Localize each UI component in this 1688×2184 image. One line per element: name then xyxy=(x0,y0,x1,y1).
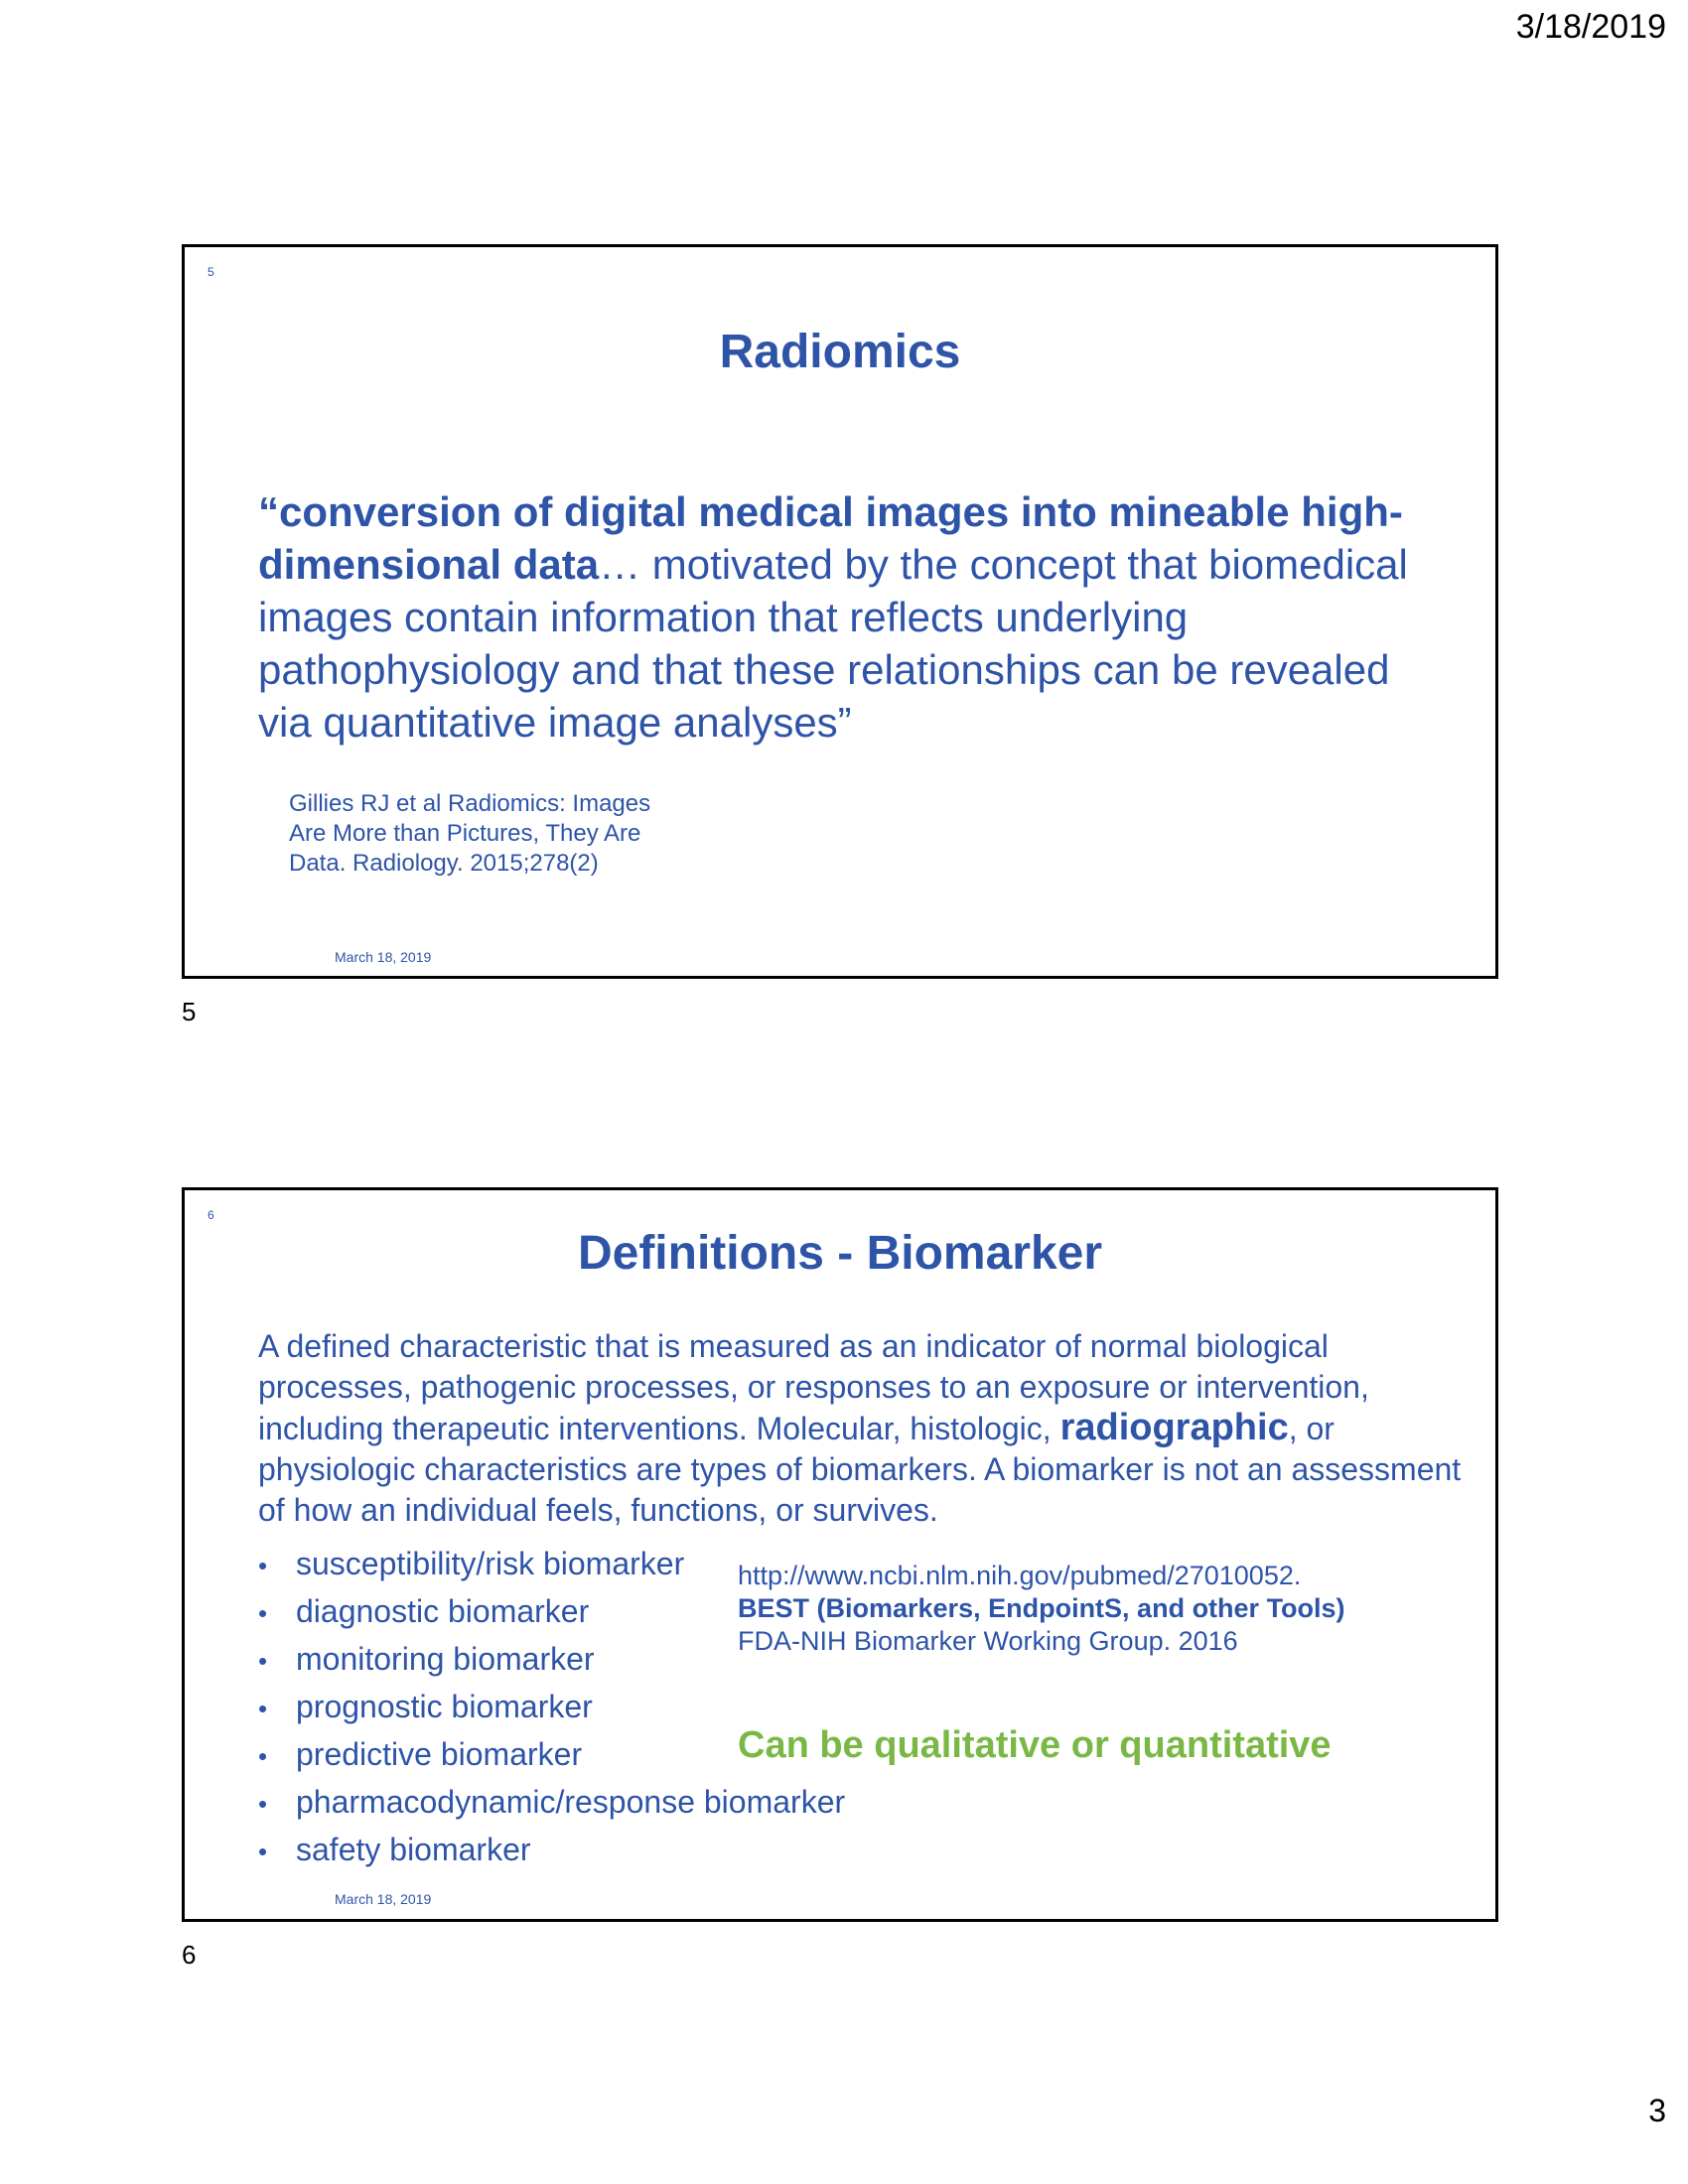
list-item-label: susceptibility/risk biomarker xyxy=(296,1546,685,1581)
slide-caption-number: 6 xyxy=(182,1940,197,1970)
quote-text: … motivated by the concept that biomedical images contain information that reflects underlying pathophysiology and that these relationships can be revealed via quantitative image analyses” xyxy=(258,541,1408,746)
source-url: http://www.ncbi.nlm.nih.gov/pubmed/27010052. xyxy=(738,1561,1302,1590)
bullet-icon: • xyxy=(258,1646,268,1676)
slide-definitions-biomarker xyxy=(182,1187,1498,1922)
bullet-icon: • xyxy=(258,1694,268,1723)
bullet-icon: • xyxy=(258,1598,268,1628)
list-item xyxy=(258,1826,845,1873)
citation xyxy=(289,789,650,879)
source-reference xyxy=(738,1560,1345,1658)
slide-radiomics xyxy=(182,244,1498,979)
definition-text: A defined characteristic that is measured as an indicator of normal biological processes, pathogenic processes, or responses to an exposure or intervention, including therapeutic interventions. Molecular, histologic, xyxy=(258,1328,1369,1446)
page-date: 3/18/2019 xyxy=(1515,8,1666,46)
bullet-icon: • xyxy=(258,1789,268,1819)
definition-text: , or physiologic characteristics are types of biomarkers. A biomarker is not an assessment of how an individual feels, functions, or survives. xyxy=(258,1411,1462,1528)
slide-number-small: 5 xyxy=(208,265,214,279)
biomarker-definition xyxy=(258,1326,1479,1531)
citation-line: Are More than Pictures, They Are xyxy=(289,820,641,847)
slide-caption-number: 5 xyxy=(182,997,197,1026)
citation-line: Gillies RJ et al Radiomics: Images xyxy=(289,790,651,817)
definition-emphasis: radiographic xyxy=(1059,1407,1289,1448)
list-item-label: monitoring biomarker xyxy=(296,1641,595,1677)
slide-title: Radiomics xyxy=(719,326,961,378)
list-item xyxy=(258,1683,845,1730)
source-group: FDA-NIH Biomarker Working Group. 2016 xyxy=(738,1626,1238,1656)
bullet-icon: • xyxy=(258,1551,268,1580)
bullet-icon: • xyxy=(258,1741,268,1771)
citation-line: Data. Radiology. 2015;278(2) xyxy=(289,850,599,877)
page-number: 3 xyxy=(1648,2093,1666,2128)
list-item-label: predictive biomarker xyxy=(296,1736,583,1772)
qualitative-note: Can be qualitative or quantitative xyxy=(738,1724,1332,1766)
list-item-label: prognostic biomarker xyxy=(296,1689,593,1724)
radiomics-quote xyxy=(258,485,1450,749)
list-item-label: diagnostic biomarker xyxy=(296,1593,590,1629)
list-item-label: safety biomarker xyxy=(296,1832,531,1867)
bullet-icon: • xyxy=(258,1837,268,1866)
source-title: BEST (Biomarkers, EndpointS, and other Tools) xyxy=(738,1593,1345,1623)
slide-number-small: 6 xyxy=(208,1208,214,1222)
slide-footer-date: March 18, 2019 xyxy=(335,949,432,965)
list-item-label: pharmacodynamic/response biomarker xyxy=(296,1784,846,1820)
slide-title: Definitions - Biomarker xyxy=(577,1227,1103,1280)
list-item xyxy=(258,1778,845,1826)
quote-bold-text: “conversion of digital medical images into mineable high-dimensional data xyxy=(258,488,1403,588)
slide-footer-date: March 18, 2019 xyxy=(335,1891,432,1907)
